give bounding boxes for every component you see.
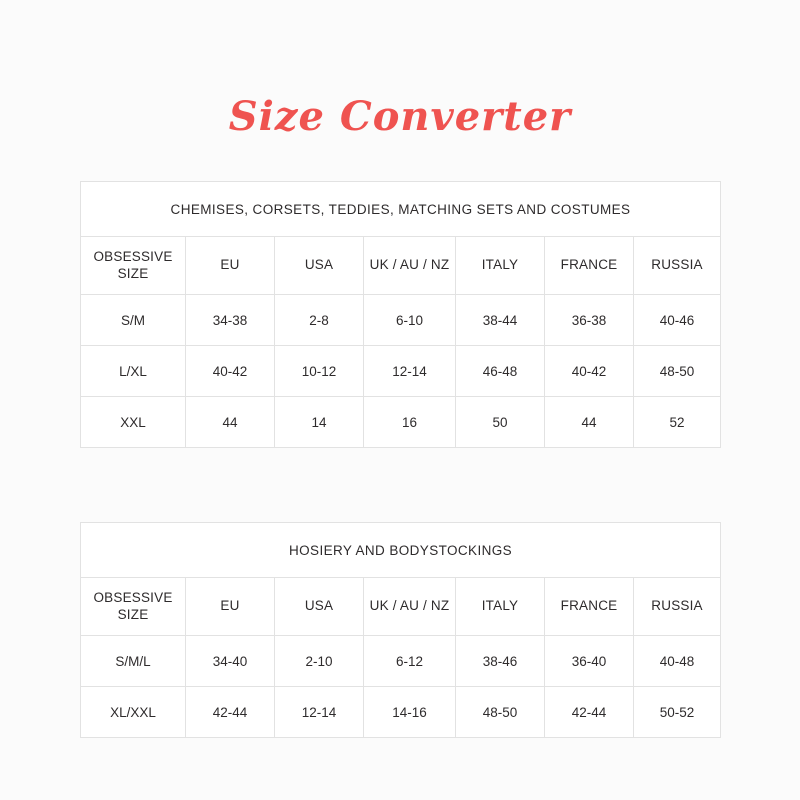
- hosiery-size-table: [80, 522, 721, 738]
- row-label: XL/XXL: [81, 687, 186, 738]
- apparel-size-table: [80, 181, 721, 448]
- cell-russia: 40-46: [634, 295, 721, 346]
- cell-usa: 14: [275, 397, 364, 448]
- cell-eu: 34-38: [186, 295, 275, 346]
- column-header-usa: USA: [275, 237, 364, 295]
- cell-eu: 40-42: [186, 346, 275, 397]
- cell-usa: 2-10: [275, 636, 364, 687]
- cell-eu: 44: [186, 397, 275, 448]
- table-row: [81, 346, 721, 397]
- apparel-size-table-wrapper: [80, 181, 720, 448]
- column-header-italy: ITALY: [456, 578, 545, 636]
- cell-france: 44: [545, 397, 634, 448]
- cell-usa: 10-12: [275, 346, 364, 397]
- column-header-uk-au-nz: UK / AU / NZ: [364, 578, 456, 636]
- cell-france: 36-40: [545, 636, 634, 687]
- column-header-usa: USA: [275, 578, 364, 636]
- column-header-eu: EU: [186, 237, 275, 295]
- column-header-france: FRANCE: [545, 237, 634, 295]
- column-header-uk-au-nz: UK / AU / NZ: [364, 237, 456, 295]
- column-header-obsessive-size: OBSESSIVE SIZE: [81, 578, 186, 636]
- cell-russia: 52: [634, 397, 721, 448]
- cell-france: 36-38: [545, 295, 634, 346]
- row-label: S/M: [81, 295, 186, 346]
- row-label: XXL: [81, 397, 186, 448]
- column-header-russia: RUSSIA: [634, 237, 721, 295]
- column-header-france: FRANCE: [545, 578, 634, 636]
- cell-uk-au-nz: 6-10: [364, 295, 456, 346]
- cell-italy: 46-48: [456, 346, 545, 397]
- page-title: Size Converter: [228, 93, 572, 140]
- cell-uk-au-nz: 6-12: [364, 636, 456, 687]
- column-header-obsessive-size: OBSESSIVE SIZE: [81, 237, 186, 295]
- cell-usa: 12-14: [275, 687, 364, 738]
- column-header-eu: EU: [186, 578, 275, 636]
- cell-uk-au-nz: 12-14: [364, 346, 456, 397]
- table-caption: HOSIERY AND BODYSTOCKINGS: [81, 523, 721, 578]
- cell-eu: 42-44: [186, 687, 275, 738]
- cell-italy: 48-50: [456, 687, 545, 738]
- table-row: [81, 687, 721, 738]
- cell-uk-au-nz: 16: [364, 397, 456, 448]
- cell-france: 40-42: [545, 346, 634, 397]
- cell-france: 42-44: [545, 687, 634, 738]
- cell-russia: 40-48: [634, 636, 721, 687]
- cell-russia: 48-50: [634, 346, 721, 397]
- cell-uk-au-nz: 14-16: [364, 687, 456, 738]
- column-header-russia: RUSSIA: [634, 578, 721, 636]
- table-caption-row: [81, 523, 721, 578]
- table-caption-row: [81, 182, 721, 237]
- table-row: [81, 397, 721, 448]
- cell-usa: 2-8: [275, 295, 364, 346]
- table-caption: CHEMISES, CORSETS, TEDDIES, MATCHING SETS AND COSTUMES: [81, 182, 721, 237]
- hosiery-size-table-wrapper: [80, 522, 720, 738]
- cell-eu: 34-40: [186, 636, 275, 687]
- table-header-row: [81, 578, 721, 636]
- row-label: S/M/L: [81, 636, 186, 687]
- cell-russia: 50-52: [634, 687, 721, 738]
- cell-italy: 50: [456, 397, 545, 448]
- cell-italy: 38-46: [456, 636, 545, 687]
- column-header-italy: ITALY: [456, 237, 545, 295]
- row-label: L/XL: [81, 346, 186, 397]
- table-row: [81, 295, 721, 346]
- table-row: [81, 636, 721, 687]
- cell-italy: 38-44: [456, 295, 545, 346]
- table-header-row: [81, 237, 721, 295]
